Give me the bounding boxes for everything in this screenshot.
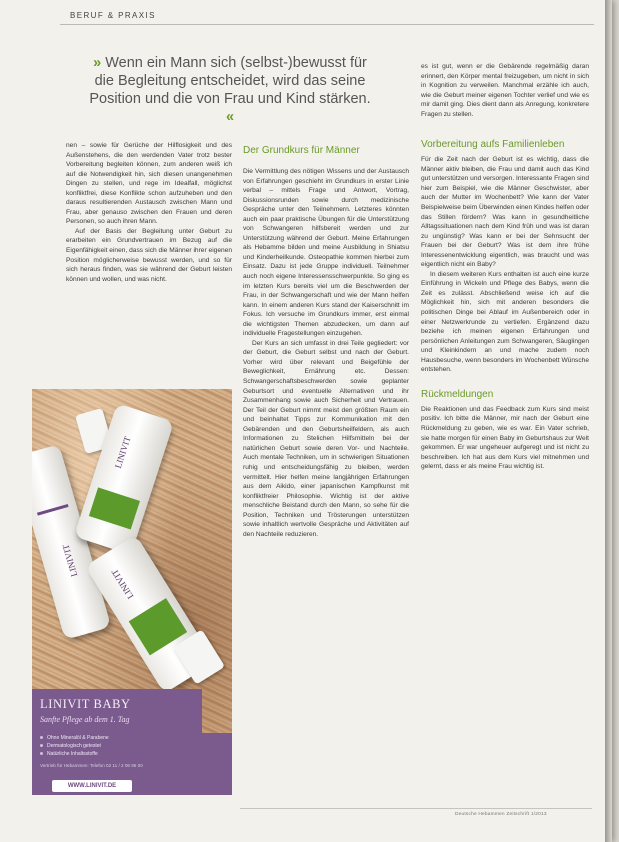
column-3 xyxy=(421,62,589,472)
column-1 xyxy=(66,141,232,284)
bottle-label-text: LINIVIT xyxy=(60,543,80,578)
ad-contact: Vertrieb für Hebammen: Telefon 02 11 / 2 06 95 00 xyxy=(40,763,143,768)
ad-bullet-text: Natürliche Inhaltsstoffe xyxy=(47,751,98,757)
ad-brand-name: LINIVIT BABY xyxy=(40,697,131,711)
ad-bullet-list xyxy=(40,734,109,758)
footer-rule xyxy=(240,808,592,809)
ad-tagline: Sanfte Pflege ab dem 1. Tag xyxy=(40,715,130,724)
quote-close-mark: « xyxy=(225,109,235,125)
quote-open-mark: » xyxy=(93,55,102,71)
running-head: BERUF & PRAXIS xyxy=(70,11,156,20)
column-2 xyxy=(243,167,409,539)
bottle-green-label xyxy=(89,487,140,529)
ad-bullet-text: Ohne Mineralöl & Parabene xyxy=(47,735,109,741)
paragraph: Die Vermittlung des nötigen Wissens und der Austausch von Erfahrungen geschieht im Grundkurs in erster Linie verbal – mittels Frage und Antwort, Vortrag, Diskussionsrunden sowie durch medizinische Gespräche unter den Teilnehmern. Letzteres könnten auch ein paar praktische Übungen für die Unterstützung von Schwangeren hilfsbereit werden und zur Unterstützung während der Geburt. Meine Erfahrungen als Hebamme bilden und meine Ausbildung in Shiatsu und Kinderheilkunde. Osteopathie kommen hierbei zum Einsatz. Dazu ist jede Gruppe individuell. Teilnehmer auch noch eigene Interessensschwerpunkte. So ging es im letzten Kurs bereits viel um die Beschwerden der Frau, in der Schwangerschaft und wie der Mann helfen kann. In einem anderen Kurs stand der Kaiserschnitt im Fokus. Ich versuche im Grundkurs immer, erst einmal die wichtigsten Themen abzudecken, um dann auf individuelle Fragestellungen einzugehen. xyxy=(243,168,409,338)
bullet-icon xyxy=(40,744,43,747)
pull-quote xyxy=(85,54,375,126)
bullet-icon xyxy=(40,736,43,739)
pull-quote-text: Wenn ein Mann sich (selbst-)bewusst für die Begleitung entscheidet, wird das seine Position und die von Frau und Kind stärken. xyxy=(89,55,371,107)
section-heading-rueckmeldungen: Rückmeldungen xyxy=(421,388,494,400)
ad-bullet xyxy=(40,742,109,750)
ad-photo-sheepskin xyxy=(32,389,232,733)
header-rule xyxy=(60,24,594,25)
ad-bullet xyxy=(40,750,109,758)
ad-bullet xyxy=(40,734,109,742)
page-edge-shadow xyxy=(605,0,612,842)
paragraph: In diesem weiteren Kurs enthalten ist auch eine kurze Einführung in Wickeln und Pflege des Babys, wenn die Zeit es zulässt. Abschließend weise ich auf die Möglichkeit hin, sich mit anderen besonders die politischen Dinge bei Ablauf im Außenbereich oder in einer Netzwerkrunde zu vertiefen. Ergänzend dazu beziehe ich meinen eigenen Erfahrungen und persönlichen Anleitungen zum Schwangeren, Säuglingen und Kleinkindern an und mache zudem noch Hausbesuche, wenn besonders im Wochenbett Wünsche entstehen. xyxy=(421,270,589,374)
bottle-label-text: LINIVIT xyxy=(109,567,136,601)
paragraph: Für die Zeit nach der Geburt ist es wichtig, dass die Männer aktiv bleiben, die Frau und damit auch das Kind gut unterstützen und versorgen. Interessante Fragen sind hier zum Beispiel, wie die Männer Geschwister, aber auch der Mutter im Wochenbett? Wie kann der Vater Beispielweise beim Überwinden einen Kindes helfen oder das Stillen fördern? Was kann in gesundheitliche Alltagssituationen nach dem Kind früh und was ist daran zu ungünstig? Was kann er bei der Sehnsucht der Frauen bei der Geburt? Was ist dem ihre frühe Interessenentwicklung eigentlich, was braucht und was eigentlich nicht ein Baby? xyxy=(421,156,589,269)
bottle-label-text: LINIVIT xyxy=(112,435,133,470)
paragraph: Der Kurs an sich umfasst in drei Teile gegliedert: vor der Geburt, die Geburt selbst und nach der Geburt. Vorher wird über relevant und Beigefühle der Beweglichkeit, Ernährung etc. Dessen: Schwangerschaftsbeschwerden sowie geplanter Geburtsort und eventuelle Alternativen und ihr Zusammenhang sowie auch Sicherheit und Vertrauen. Der Teil der Geburt nimmt meist den größten Raum ein und beinhaltet Tipps zur Kommunikation mit den Gebärenden und den Geburtsheilfeldern, als auch Informationen zu Stelichen Hilfsmitteln bei der natürlichen Geburt sowie deren Vor- und Nachteile. Auch mentale Techniken, um in schwierigen Situationen ruhig und entscheidungsfähig zu bleiben, werden vermittelt. Hier helfen meine langjährigen Erfahrungen aus dem Aikido, einer japanischen Kampfkunst mit konfliktfreier Philosophie. Wichtig ist der aktive menschliche Beistand durch den Mann, so sehe für die Position, Techniken und Trösterungen unterstützen sowie inhaltlich wertvolle Gespräche und Aktivitäten auf den Nachteile reduzieren. xyxy=(243,339,409,538)
ad-url-link[interactable]: WWW.LINIVIT.DE xyxy=(52,780,132,792)
page-footer: Deutsche Hebammen Zeitschrift 1/2013 xyxy=(455,812,547,817)
bottle-stripe xyxy=(37,504,69,516)
paragraph: Die Reaktionen und das Feedback zum Kurs sind meist positiv. Ich bitte die Männer, mir nach der Geburt eine Rückmeldung zu geben, wie es war. Ein Vater schrieb, sie hatte morgen für einen Baby im Geburtshaus zur Welt gekommen. Er war ungeheuer aufgeregt und ist nicht zu beschreiben. Ich hat aus dem Kurs viel mitnehmen und gelernt, dass er als meine Frau wichtig ist. xyxy=(421,405,589,471)
ad-bullet-text: Dermatologisch getestet xyxy=(47,743,101,749)
section-heading-grundkurs: Der Grundkurs für Männer xyxy=(243,145,360,156)
paragraph: nen – sowie für Gerüche der Hilflosigkeit und des Außenstehens, die den werdenden Vater trotz bester Vorbereitung begleiten können, zum anderen weiß ich auf die Notwendigkeit hin, sich diesen unangenehmen Dingen zu stellen, und rege im Idealfall, möglichst konfliktfrei, diese Konflikte schon aufzuheben und den daraus resultierenden Austausch zwischen Mann und Frau, aber genauso zwischen den Frauen und deren Personen, so auch ihren Mann. xyxy=(66,142,232,226)
bullet-icon xyxy=(40,752,43,755)
paragraph: Auf der Basis der Begleitung unter Geburt zu erarbeiten ein Grundvertrauen im Bezug auf die Eigenfähigkeit einen, dass sich die Männer ihrer eigenen Position möglicherweise bewusst werden, und so für sich heraus finden, was sie während der Geburt leisten können und wollen, und was nicht. xyxy=(66,227,232,283)
section-heading-familienleben: Vorbereitung aufs Familienleben xyxy=(421,139,565,151)
paragraph: es ist gut, wenn er die Gebärende regelmäßig daran erinnert, den Körper mental freizugeben, um nicht in sich in Kognition zu verweilen. Manchmal erzähle ich auch, wie die Geburt meiner eigenen Tochter verlief und wie es mir damit ging. Dies dient dann als Anregung, konkretere Fragen zu stellen. xyxy=(421,63,589,118)
